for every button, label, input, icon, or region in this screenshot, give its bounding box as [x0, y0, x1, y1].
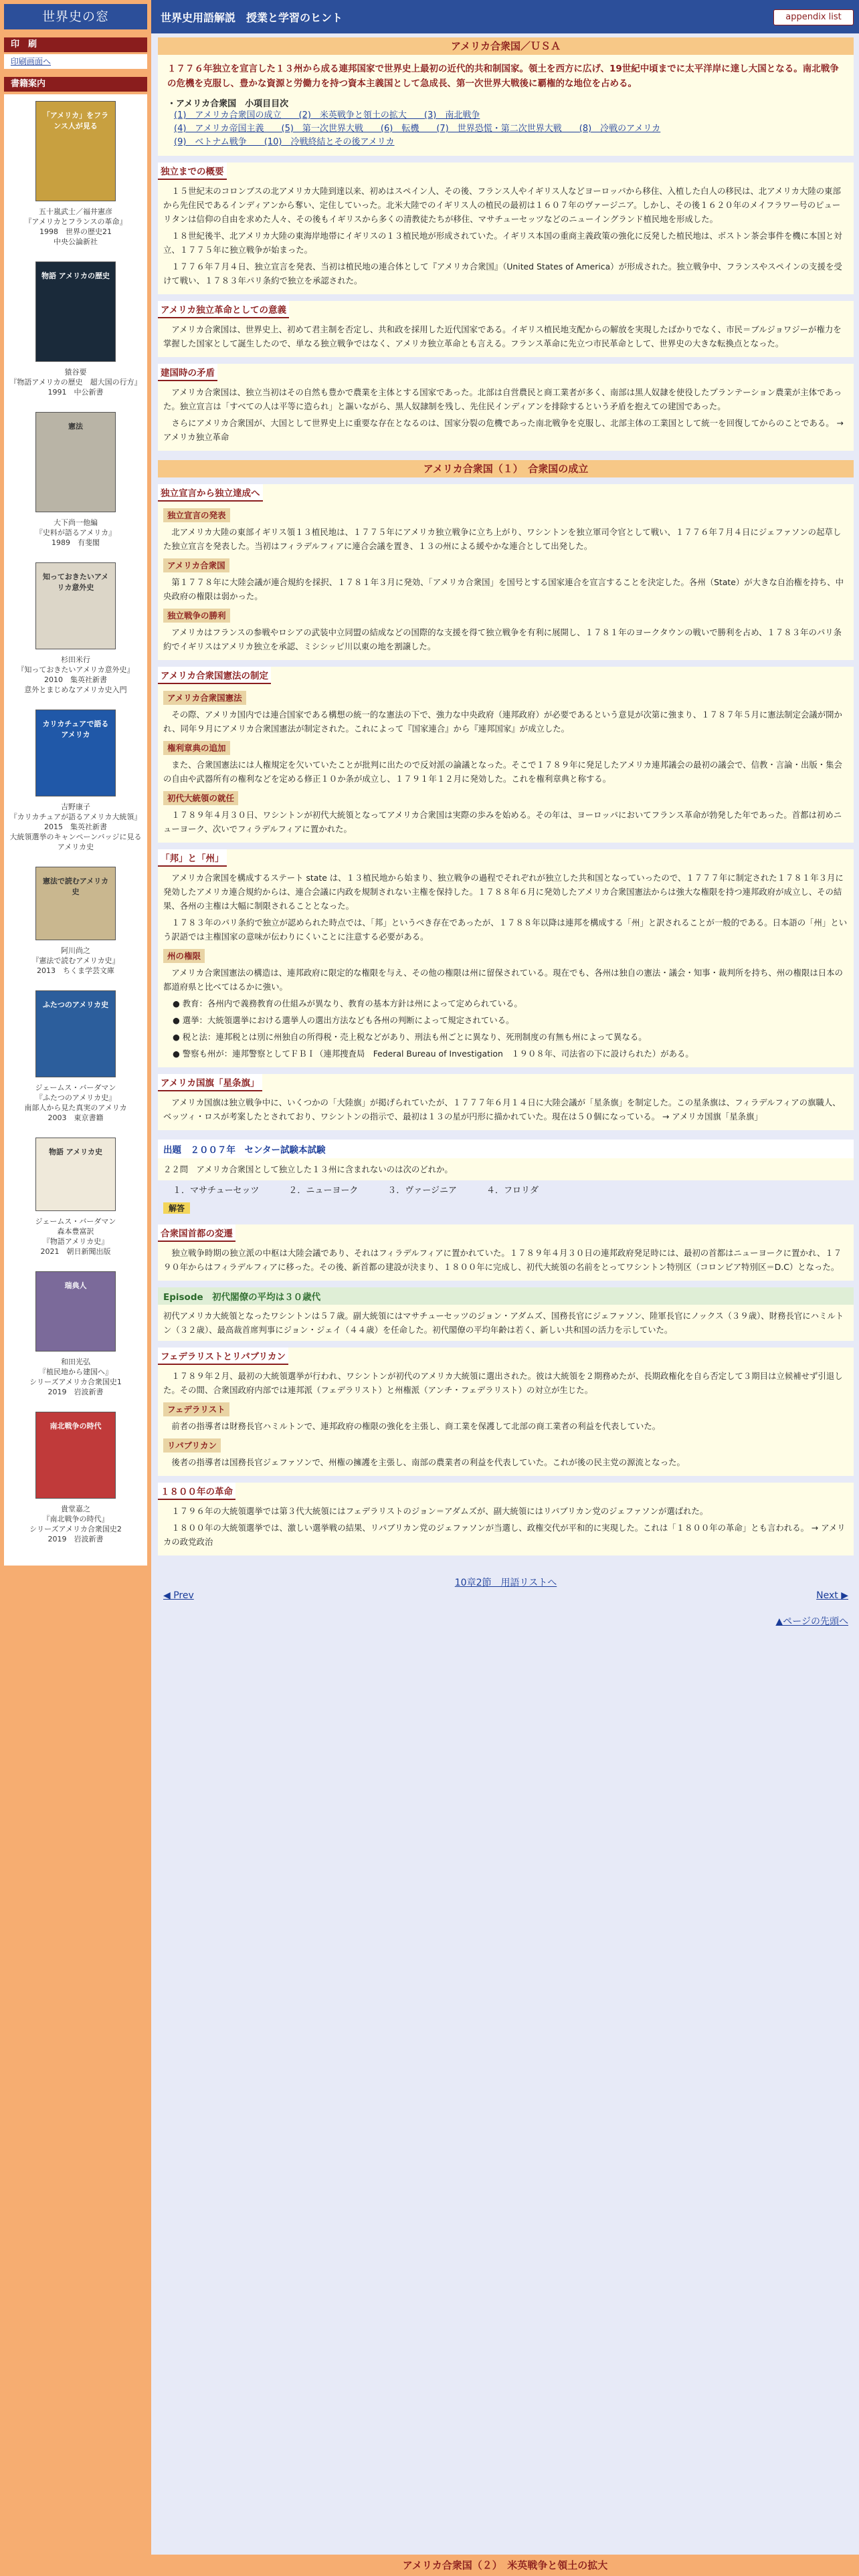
- exam-heading: 出題 ２００７年 センター試験本試験: [158, 1140, 854, 1158]
- toc-list: [167, 109, 844, 149]
- content-block: [158, 1348, 854, 1476]
- book-cover-title: 憲法で読むアメリカ史: [42, 877, 109, 896]
- exam-options: [158, 1180, 854, 1198]
- exam-question: ２２問 アメリカ合衆国として独立した１３州に含まれないのは次のどれか。: [158, 1158, 854, 1180]
- content-block: [158, 1483, 854, 1555]
- subheading: 権利章典の追加: [163, 741, 230, 755]
- paragraph: １８００年の大統領選挙では、激しい選挙戦の結果、リパブリカン党のジェファソンが当選し、政権交代が平和的に実現した。これは「１８００年の革命」とも言われる。 → アメリカの政党政治: [163, 1523, 846, 1547]
- section-title: アメリカ合衆国（１） 合衆国の成立: [158, 460, 854, 477]
- book-item[interactable]: [9, 867, 142, 976]
- toc-line[interactable]: (4) アメリカ帝国主義 (5) 第一次世界大戦 (6) 転機 (7) 世界恐慌・第二次世界大戦 (8) 冷戦のアメリカ: [174, 124, 661, 134]
- block-body: [158, 180, 854, 294]
- book-cover-image[interactable]: [35, 412, 116, 512]
- book-cover-image[interactable]: [35, 1138, 116, 1211]
- lead-text: １７７６年独立を宣言した１３州から成る連邦国家で世界史上最初の近代的共和制国家。領土を西方に広げ、19世紀中頃までに太平洋岸に達し大国となる。南北戦争の危機を克服し、豊かな資源と労働力を持つ資本主義国として急成長、第一次世界大戦後に覇権的な地位を占める。: [167, 64, 839, 89]
- print-link[interactable]: 印刷画面へ: [4, 54, 147, 69]
- exam-option: ４．フロリダ: [486, 1186, 539, 1196]
- bullet-item: ● 警察も州が：連邦警察としてＦＢＩ（連邦捜査局 Federal Bureau of Investigation １９０８年、司法省の下に設けられた）がある。: [173, 1049, 694, 1059]
- paragraph: さらにアメリカ合衆国が、大国として世界史上に重要な存在となるのは、国家分裂の危機であった南北戦争を克服し、北部主体の工業国として統一を回復してからのことである。 → アメリカ独立革命: [163, 418, 844, 442]
- section2-blocks: [158, 484, 854, 1130]
- content-block: [158, 849, 854, 1067]
- paragraph: 第１７７８年に大陸会議が連合規約を採択、１７８１年３月に発効、「アメリカ合衆国」を国号とする国家連合を宣言することを決定した。各州（State）が大きな自治権を持ち、中央政府の権限は弱かった。: [163, 577, 844, 601]
- paragraph: 前者の指導者は財務長官ハミルトンで、連邦政府の権限の強化を主張し、商工業を保護して北部の商工業者の利益を代表していた。: [171, 1421, 661, 1431]
- book-item[interactable]: [9, 990, 142, 1123]
- exam-option: ２．ニューヨーク: [288, 1186, 359, 1196]
- book-item[interactable]: [9, 710, 142, 852]
- subheading: リパブリカン: [163, 1438, 221, 1453]
- block-body: [158, 381, 854, 451]
- book-caption[interactable]: 五十嵐武士／福井憲彦 『アメリカとフランスの革命』 1998 世界の歴史21 中央公論新社: [24, 207, 127, 246]
- bullet-item: ● 教育：各州内で義務教育の仕組みが異なり、教育の基本方針は州によって定められている。: [173, 998, 522, 1008]
- book-caption[interactable]: 吉野康子 『カリカチュアが語るアメリカ大統領』 2015 集英社新書 大統領選挙のキャンペーンバッジに見るアメリカ史: [9, 802, 142, 851]
- block-heading: アメリカ独立革命としての意義: [158, 301, 289, 318]
- book-item[interactable]: [9, 412, 142, 548]
- block-heading: １８００年の革命: [158, 1483, 235, 1500]
- books-heading: 書籍案内: [4, 77, 147, 92]
- book-cover-title: 南北戦争の時代: [50, 1422, 102, 1430]
- paragraph: アメリカ国旗は独立戦争中に、いくつかの「大陸旗」が掲げられていたが、１７７７年６月１４日に大陸会議が「星条旗」を制定した。この星条旗は、フィラデルフィアの旗職人、ベッツィ・ロスが考案したとされており、ワシントンの指示で、最初は１３の星が円形に描かれていた。現在は５０個になっている。 → アメリカ国旗「星条旗」: [163, 1097, 841, 1121]
- book-item[interactable]: [9, 101, 142, 247]
- book-cover-image[interactable]: [35, 261, 116, 362]
- paragraph: １７８３年のパリ条約で独立が認められた時点では、「邦」というべき存在であったが、１７８８年以降は連邦を構成する「州」と訳されることが一般的である。日本語の「州」という訳語では主権国家の意味が伝わりにくいことに注意する必要がある。: [163, 918, 848, 942]
- block-body: [158, 867, 854, 1067]
- book-cover-image[interactable]: [35, 867, 116, 940]
- paragraph: 独立戦争時期の独立派の中枢は大陸会議であり、それはフィラデルフィアに置かれていた。１７８９年４月３０日の連邦政府発足時には、最初の首都はニューヨークに置かれ、１７９０年からはフィラデルフィアに移った。その後、新首都の建設が決まり、１８００年に完成し、初代大統領の名前をとってワシントン特別区（コロンビア特別区＝D.C）となった。: [163, 1248, 842, 1272]
- capital-blocks: [158, 1224, 854, 1281]
- book-item[interactable]: [9, 1271, 142, 1397]
- subheading: 州の権限: [163, 949, 205, 963]
- block-body: [158, 1242, 854, 1281]
- book-cover-image[interactable]: [35, 1412, 116, 1499]
- paragraph: １７７６年７月４日、独立宣言を発表、当初は植民地の連合体として『アメリカ合衆国』（United States of America）が形成された。独立戦争中、フランスやスペインの支援を受けて戦い、１７８３年パリ条約で独立を承認された。: [163, 261, 842, 286]
- block-body: [158, 684, 854, 843]
- toc-title: ・アメリカ合衆国 小項目目次: [167, 99, 289, 109]
- main-content: [158, 33, 854, 1627]
- paragraph: その際、アメリカ国内では連合国家である構想の統一的な憲法の下で、強力な中央政府（連邦政府）が必要であるという意見が次第に強まり、１７８７年５月に憲法制定会議が開かれ、同年９月にアメリカ合衆国憲法が制定された。これによって『国家連合』から『連邦国家』が成立した。: [163, 710, 842, 734]
- episode-heading: Episode 初代閣僚の平均は３０歳代: [158, 1287, 854, 1305]
- top-nav: [151, 0, 859, 33]
- book-caption[interactable]: 貴堂嘉之 『南北戦争の時代』 シリーズアメリカ合衆国史2 2019 岩波新書: [29, 1505, 122, 1543]
- block-body: [158, 1091, 854, 1130]
- paragraph: アメリカ合衆国を構成するステート state は、１３植民地から始まり、独立戦争の過程でそれぞれが独立した共和国となっていったので、１７７７年に制定された１７８１年３月に発効したアメリカ連合規約からは、連合会議に内政を規制されない主権を保持した。１７８８年６月に発効したアメリカ合衆国憲法からは強大な権限を持つ連邦政府が成立し、その結果、各州の主権は大幅に制限されることとなった。: [163, 873, 844, 911]
- paragraph: アメリカはフランスの参戦やロシアの武装中立同盟の結成などの国際的な支援を得て独立戦争を有利に展開し、１７８１年のヨークタウンの戦いで勝利を占め、１７８３年のパリ条約でイギリスはアメリカ独立を承認、ミシシッピ川以東の地を割譲した。: [163, 627, 842, 651]
- book-caption[interactable]: 杉田米行 『知っておきたいアメリカ意外史』 2010 集英社新書 意外とまじめなアメリカ史入門: [17, 655, 134, 694]
- block-heading: 独立までの概要: [158, 163, 227, 180]
- block-body: [158, 1365, 854, 1476]
- toc-line[interactable]: (9) ベトナム戦争 (10) 冷戦終結とその後アメリカ: [174, 137, 395, 147]
- next-section-bar[interactable]: アメリカ合衆国（２） 米英戦争と領土の拡大: [151, 2555, 859, 2576]
- page-top-link[interactable]: ▲ページの先頭へ: [775, 1616, 848, 1627]
- paragraph: アメリカ合衆国は、世界史上、初めて君主制を否定し、共和政を採用した近代国家である。イギリス植民地支配からの解放を実現したばかりでなく、市民＝ブルジョワジーが権力を掌握した国家として誕生したので、単なる独立戦争ではなく、アメリカ独立革命とも言える。フランス革命に先立つ市民革命として、世界史の大きな転換点となった。: [163, 324, 842, 348]
- section1-blocks: [158, 163, 854, 451]
- intro-panel: [158, 55, 854, 156]
- book-cover-title: 知っておきたいアメリカ意外史: [42, 572, 109, 592]
- block-heading: 「邦」と「州」: [158, 849, 227, 867]
- book-item[interactable]: [9, 1412, 142, 1544]
- paragraph: また、合衆国憲法には人権規定を欠いていたことが批判に出たので反対派の論議となった。そこで１７８９年に発足したアメリカ連邦議会の最初の議会で、信教・言論・出版・集会の自由や武器所有の権利などを定める修正１０か条が成立し、１７９１年１２月に発効した。これを権利章典と称する。: [163, 760, 842, 784]
- block-heading: 合衆国首都の変遷: [158, 1224, 235, 1242]
- paragraph: １７８９年２月、最初の大統領選挙が行われ、ワシントンが初代のアメリカ大統領に選出された。彼は大統領を２期務めたが、長期政権化を自ら否定して３期目は立候補せず引退した。その間、合衆国政府内部では連邦派（フェデラリスト）と州権派（アンチ・フェデラリスト）の対立が生じた。: [163, 1371, 843, 1395]
- paragraph: アメリカ合衆国憲法の構造は、連邦政府に限定的な権限を与え、その他の権限は州に留保されている。現在でも、各州は独自の憲法・議会・知事・裁判所を持ち、州の権限は日本の都道府県と比べてはるかに強い。: [163, 968, 843, 992]
- subheading: 独立宣言の発表: [163, 508, 230, 522]
- bullet-item: ● 税と法：連邦税とは別に州独自の所得税・売上税などがあり、刑法も州ごとに異なり、死刑制度の有無も州によって異なる。: [173, 1032, 647, 1042]
- footer-nav: [158, 1576, 854, 1627]
- next-link[interactable]: Next ▶: [816, 1590, 848, 1601]
- paragraph: 北アメリカ大陸の東部イギリス領１３植民地は、１７７５年にアメリカ独立戦争に立ち上がり、ワシントンを独立軍司令官として戦い、１７７６年７月４日にジェファソンの起草した独立宣言を発表した。当初はフィラデルフィアに連合会議を置き、１３の州による緩やかな連合として出発した。: [163, 527, 842, 551]
- book-cover-title: ふたつのアメリカ史: [42, 1000, 109, 1009]
- exam-option: １．マサチューセッツ: [173, 1186, 260, 1196]
- answer-button[interactable]: 解答: [163, 1202, 190, 1214]
- subheading: アメリカ合衆国憲法: [163, 691, 246, 705]
- bullet-item: ● 選挙：大統領選挙における選挙人の選出方法なども各州の判断によって規定されている。: [173, 1015, 514, 1025]
- exam-option: ３．ヴァージニア: [387, 1186, 457, 1196]
- paragraph: １８世紀後半、北アメリカ大陸の東海岸地帯にイギリスの１３植民地が形成されていた。イギリス本国の重商主義政策の強化に反発した植民地は、ボストン茶会事件を機に本国と対立、１７７５年に独立戦争が始まった。: [163, 231, 842, 255]
- book-item[interactable]: [9, 261, 142, 397]
- subheading: 初代大統領の就任: [163, 791, 238, 805]
- book-cover-title: カリカチュアで語るアメリカ: [42, 720, 109, 739]
- prev-link[interactable]: ◀ Prev: [163, 1590, 194, 1601]
- block-body: [158, 502, 854, 660]
- content-block: [158, 163, 854, 294]
- block-heading: フェデラリストとリパブリカン: [158, 1348, 288, 1365]
- paragraph: １７８９年４月３０日、ワシントンが初代大統領となってアメリカ合衆国は実際の歩みを始める。その年は、ヨーロッパにおいてフランス革命が勃発した年であった。首都は初めニューヨーク、次いでフィラデルフィアに置かれた。: [163, 810, 842, 834]
- paragraph: アメリカ合衆国は、独立当初はその自然も豊かで農業を主体とする国家であった。北部は自営農民と商工業者が多く、南部は黒人奴隷を使役したプランテーション農業が主体であった。独立宣言は「すべての人は平等に造られ」と謳いながら、黒人奴隷制を残し、先住民インディアンを排除するという矛盾を抱えての建国であった。: [163, 387, 842, 411]
- book-cover-image[interactable]: [35, 562, 116, 649]
- book-cover-title: 物語 アメリカの歴史: [41, 272, 110, 280]
- site-title[interactable]: 世界史の窓: [4, 4, 147, 29]
- content-block: [158, 667, 854, 843]
- book-cover-title: 物語 アメリカ史: [48, 1148, 103, 1156]
- book-cover-image[interactable]: [35, 1271, 116, 1352]
- toc-line[interactable]: (1) アメリカ合衆国の成立 (2) 米英戦争と領土の拡大 (3) 南北戦争: [174, 110, 480, 120]
- block-heading: アメリカ国旗「星条旗」: [158, 1074, 262, 1091]
- book-list: [4, 94, 147, 1566]
- book-caption[interactable]: 阿川尚之 『憲法で読むアメリカ史』 2013 ちくま学芸文庫: [31, 946, 120, 975]
- paragraph: １７９６年の大統領選挙では第３代大統領にはフェデラリストのジョン＝アダムズが、副大統領にはリパブリカン党のジェファソンが選ばれた。: [171, 1506, 708, 1516]
- book-item[interactable]: [9, 1138, 142, 1257]
- section-title: アメリカ合衆国／ＵＳＡ: [158, 37, 854, 55]
- sidebar: [0, 0, 151, 2576]
- book-cover-title: 瑞典人: [64, 1281, 87, 1290]
- book-cover-image[interactable]: [35, 710, 116, 796]
- book-caption[interactable]: 和田光弘 『植民地から建国へ』 シリーズアメリカ合衆国史1 2019 岩波新書: [29, 1358, 122, 1396]
- block-body: [158, 318, 854, 357]
- content-block: [158, 1224, 854, 1281]
- nav-title[interactable]: 世界史用語解説 授業と学習のヒント: [161, 11, 343, 24]
- subheading: フェデラリスト: [163, 1402, 229, 1416]
- subheading: 独立戦争の勝利: [163, 609, 230, 623]
- book-cover-title: 「アメリカ」をフランス人が見る: [42, 111, 109, 130]
- book-caption[interactable]: 猿谷要 『物語アメリカの歴史 超大国の行方』 1991 中公新書: [9, 368, 142, 397]
- paragraph: １５世紀末のコロンブスの北アメリカ大陸到達以来、初めはスペイン人、その後、フランス人やイギリス人などヨーロッパから移住、入植した白人の移民は、北アメリカ大陸の東部から先住民であるインディアンから奪い、定住していった。北米大陸でのイギリス人の植民の最初は１６０７年のヴァージニア。しかし、その後１６２０年のメイフラワー号のピューリタンは信仰の自由を求めた人々、その後もイギリスから多くの清教徒たちが移住、マサチューセッツなどのニューイングランド植民地を形成した。: [163, 186, 841, 224]
- term-list-link[interactable]: 10章2節 用語リストへ: [454, 1578, 557, 1588]
- party-blocks: [158, 1348, 854, 1555]
- block-heading: アメリカ合衆国憲法の制定: [158, 667, 271, 684]
- subheading: アメリカ合衆国: [163, 558, 229, 572]
- paragraph: 後者の指導者は国務長官ジェファソンで、州権の擁護を主張し、南部の農業者の利益を代表していた。これが後の民主党の源流となった。: [171, 1457, 685, 1467]
- book-caption[interactable]: ジェームス・バーダマン 『ふたつのアメリカ史』 南部人から見た真実のアメリカ 2003 東京書籍: [24, 1083, 127, 1122]
- block-heading: 建国時の矛盾: [158, 364, 217, 381]
- content-block: [158, 301, 854, 357]
- block-heading: 独立宣言から独立達成へ: [158, 484, 263, 502]
- book-caption[interactable]: 大下尚一他編 『史料が語るアメリカ』 1989 有斐閣: [35, 518, 116, 547]
- episode-text: 初代アメリカ大統領となったワシントンは５７歳。副大統領にはマサチューセッツのジョン・アダムズ、国務長官にジェファソン、陸軍長官にノックス（３９歳）、財務長官にハミルトン（３２歳）、最高裁首席判事にジョン・ジェイ（４４歳）を任命した。初代閣僚の平均年齢は若く、新しい共和国の活力を示していた。: [158, 1305, 854, 1341]
- book-cover-image[interactable]: [35, 101, 116, 201]
- appendix-button[interactable]: appendix list: [773, 9, 854, 25]
- content-block: [158, 484, 854, 660]
- book-caption[interactable]: ジェームス・バーダマン 森本豊富訳 『物語アメリカ史』 2021 朝日新聞出版: [35, 1217, 116, 1256]
- print-heading: 印 刷: [4, 37, 147, 52]
- content-block: [158, 1074, 854, 1130]
- book-item[interactable]: [9, 562, 142, 695]
- content-block: [158, 364, 854, 451]
- book-cover-image[interactable]: [35, 990, 116, 1077]
- book-cover-title: 憲法: [68, 422, 83, 431]
- block-body: [158, 1500, 854, 1555]
